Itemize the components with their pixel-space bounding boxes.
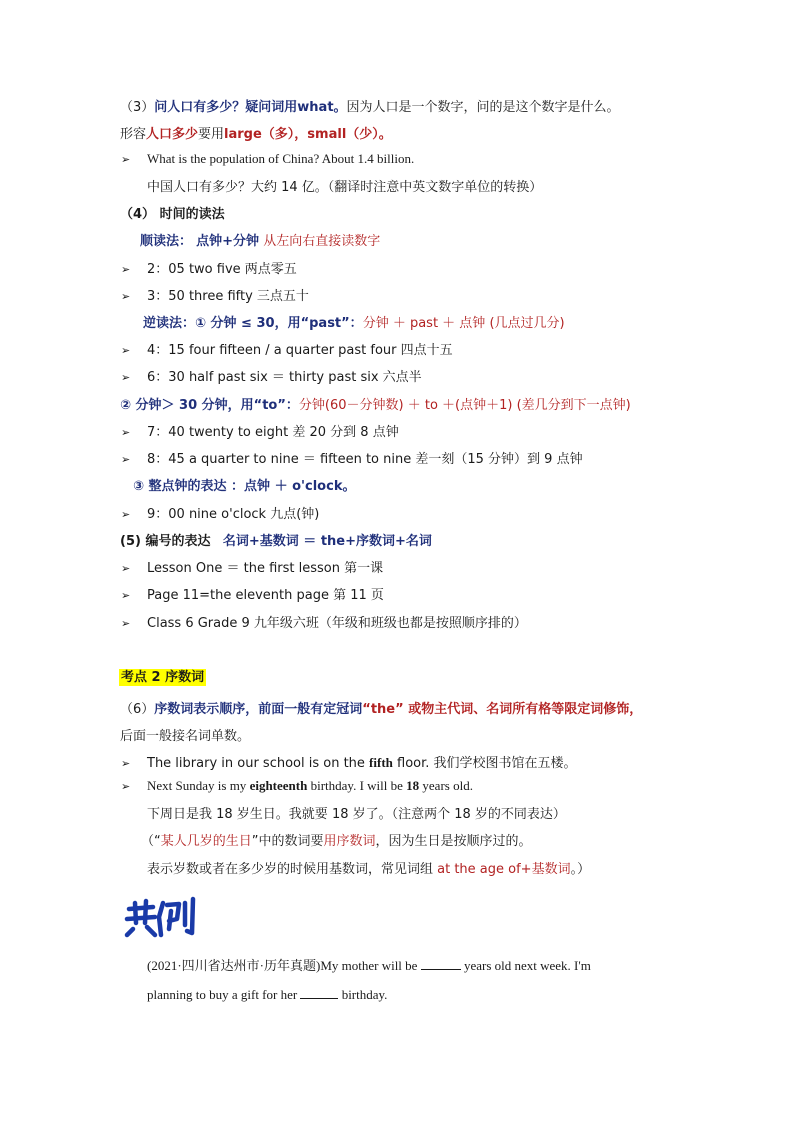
rule: 名词+基数词 ＝ the+序数词+名词 bbox=[222, 534, 432, 549]
list-item bbox=[121, 366, 422, 385]
time-example: 3：50 three fifty 三点五十 bbox=[147, 289, 309, 304]
numbering-example: Lesson One ＝ the first lesson 第一课 bbox=[147, 561, 384, 576]
time-example: 8：45 a quarter to nine ＝ fifteen to nine 差一刻（15 分钟）到 9 点钟 bbox=[147, 452, 583, 467]
s3-text: 形容 bbox=[120, 127, 147, 142]
list-item bbox=[121, 584, 384, 603]
arrow-bullet-icon: ➢ bbox=[121, 508, 131, 521]
question-text: years old next week. I'm bbox=[460, 958, 591, 973]
s5-title bbox=[120, 530, 432, 549]
rule: 分钟 ＋ past ＋ 点钟 (几点过几分) bbox=[362, 316, 565, 331]
s3-num: （3） bbox=[120, 100, 155, 115]
s6-num: （6） bbox=[120, 702, 155, 717]
s3-line1 bbox=[120, 96, 620, 115]
arrow-bullet-icon: ➢ bbox=[121, 562, 131, 575]
list-item bbox=[121, 778, 473, 794]
arrow-bullet-icon: ➢ bbox=[121, 780, 131, 793]
arrow-bullet-icon: ➢ bbox=[121, 263, 131, 276]
arrow-bullet-icon: ➢ bbox=[121, 344, 131, 357]
time-example: 7：40 twenty to eight 差 20 分到 8 点钟 bbox=[147, 425, 399, 440]
note-text: （“ bbox=[141, 834, 161, 849]
example-sentence: What is the population of China? About 1.4 billion. bbox=[147, 151, 415, 166]
s4-ni-rule bbox=[143, 312, 565, 331]
s3-keyword: 人口多少 bbox=[146, 127, 199, 142]
example-logo-icon bbox=[123, 895, 197, 939]
note-text: ”中的数词要 bbox=[251, 834, 324, 849]
list-item bbox=[121, 752, 577, 771]
answer-blank-2[interactable] bbox=[300, 986, 338, 999]
sentence-keyword: fifth bbox=[369, 755, 393, 770]
rule: 点钟+分钟 bbox=[196, 234, 260, 249]
example-question-line2 bbox=[147, 986, 387, 1003]
list-item bbox=[121, 339, 453, 358]
s3-line2 bbox=[120, 123, 392, 142]
numbering-example: Page 11=the eleventh page 第 11 页 bbox=[147, 588, 384, 603]
s3-explanation: 因为人口是一个数字，问的是这个数字是什么。 bbox=[346, 100, 620, 115]
question-text: birthday. bbox=[338, 987, 388, 1002]
s6-rule bbox=[120, 698, 642, 717]
s6-line2: 后面一般接名词单数。 bbox=[120, 729, 251, 744]
kaodian-label: 考点 2 序数词 bbox=[121, 670, 205, 685]
label: 顺读法： bbox=[140, 234, 193, 249]
s4-title: （4） 时间的读法 bbox=[120, 207, 225, 222]
sentence-part: Next Sunday is my bbox=[147, 778, 250, 793]
sentence-keyword: eighteenth bbox=[249, 778, 308, 793]
s3-ex1-translation: 中国人口有多少？大约 14 亿。（翻译时注意中英文数字单位的转换） bbox=[147, 180, 543, 195]
s3-text: 要用 bbox=[198, 127, 225, 142]
note-keyword: at the age of+基数词 bbox=[437, 862, 571, 877]
list-item bbox=[121, 285, 309, 304]
note-text: 。） bbox=[570, 862, 591, 877]
s6-note2 bbox=[147, 858, 590, 877]
arrow-bullet-icon: ➢ bbox=[121, 453, 131, 466]
note-keyword: 某人几岁的生日 bbox=[160, 834, 252, 849]
arrow-bullet-icon: ➢ bbox=[121, 153, 131, 166]
sentence-part: birthday. I will be bbox=[307, 778, 407, 793]
arrow-bullet-icon: ➢ bbox=[121, 371, 131, 384]
sentence-part: years old. bbox=[419, 778, 473, 793]
sentence-keyword: 18 bbox=[406, 778, 420, 793]
list-item bbox=[121, 503, 319, 522]
arrow-bullet-icon: ➢ bbox=[121, 426, 131, 439]
question-text: planning to buy a gift for her bbox=[147, 987, 301, 1002]
numbering-example: Class 6 Grade 9 九年级六班（年级和班级也都是按照顺序排的） bbox=[147, 616, 527, 631]
label: (5) 编号的表达 bbox=[120, 534, 211, 549]
list-item bbox=[121, 258, 297, 277]
arrow-bullet-icon: ➢ bbox=[121, 617, 131, 630]
sentence-part: The library in our school is on the bbox=[147, 756, 370, 771]
answer-blank-1[interactable] bbox=[421, 957, 461, 970]
note: 从左向右直接读数字 bbox=[263, 234, 381, 249]
note-keyword: 用序数词 bbox=[323, 834, 376, 849]
list-item bbox=[121, 557, 383, 576]
arrow-bullet-icon: ➢ bbox=[121, 589, 131, 602]
s4-shun-rule bbox=[140, 230, 380, 249]
rule: 分钟(60－分钟数) ＋ to ＋(点钟＋1) (差几分到下一点钟) bbox=[298, 398, 631, 413]
rule: 序数词表示顺序，前面一般有定冠词 bbox=[154, 702, 363, 717]
rule-continued: “the” 或物主代词、名词所有格等限定词修饰， bbox=[362, 702, 643, 717]
time-example: 9：00 nine o'clock 九点(钟) bbox=[147, 507, 320, 522]
s6-note1 bbox=[141, 830, 532, 849]
sentence-part: floor. 我们学校图书馆在五楼。 bbox=[392, 756, 577, 771]
label: 逆读法：① 分钟 ≤ 30，用“past”： bbox=[143, 316, 363, 331]
note-text: ，因为生日是按顺序过的。 bbox=[375, 834, 532, 849]
list-item bbox=[121, 421, 399, 440]
time-example: 4：15 four fifteen / a quarter past four 四点十五 bbox=[147, 343, 453, 358]
s3-question-rule: 问人口有多少？疑问词用what。 bbox=[154, 100, 347, 115]
time-example: 6：30 half past six ＝ thirty past six 六点半 bbox=[147, 370, 422, 385]
arrow-bullet-icon: ➢ bbox=[121, 290, 131, 303]
s4-gt-rule bbox=[120, 394, 631, 413]
note-text: 表示岁数或者在多少岁的时候用基数词，常见词组 bbox=[147, 862, 438, 877]
example-question-line1 bbox=[147, 955, 591, 974]
question-text: (2021·四川省达州市·历年真题)My mother will be bbox=[147, 958, 421, 973]
s3-large-small: large（多），small（少）。 bbox=[224, 127, 392, 142]
kaodian-heading bbox=[119, 666, 206, 685]
s4-zheng-rule: ③ 整点钟的表达 ：点钟 ＋ o'clock。 bbox=[133, 479, 356, 494]
arrow-bullet-icon: ➢ bbox=[121, 757, 131, 770]
s6-e2-translation: 下周日是我 18 岁生日。我就要 18 岁了。（注意两个 18 岁的不同表达） bbox=[147, 807, 566, 822]
time-example: 2：05 two five 两点零五 bbox=[147, 262, 297, 277]
list-item bbox=[121, 448, 583, 467]
label: ② 分钟＞ 30 分钟，用“to”： bbox=[120, 398, 299, 413]
list-item bbox=[121, 612, 527, 631]
list-item bbox=[121, 151, 414, 167]
